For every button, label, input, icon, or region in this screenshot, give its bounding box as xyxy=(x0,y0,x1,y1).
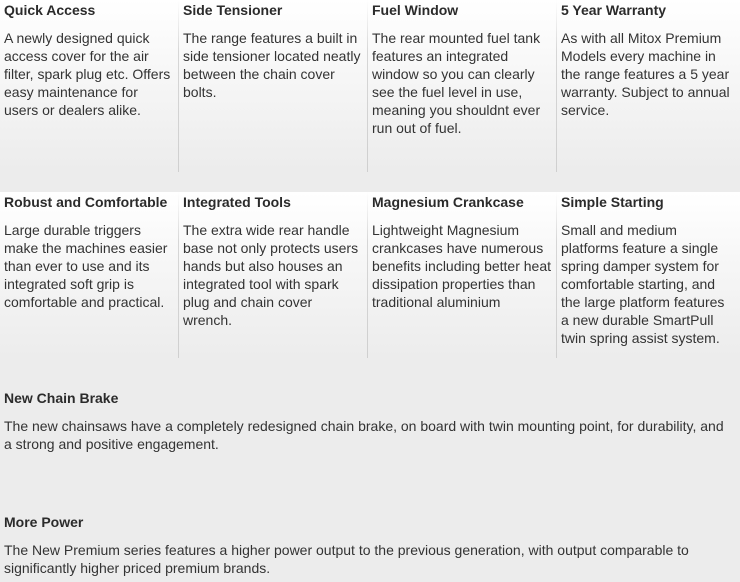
feature-simple-starting xyxy=(557,192,740,358)
section-description: The new chainsaws have a completely redesigned chain brake, on board with twin mounting point, for durability, and a strong and positive engagement. xyxy=(4,418,724,452)
feature-description: The rear mounted fuel tank features an integrated window so you can clearly see the fuel level in use, meaning you shouldnt ever run out of fuel. xyxy=(372,30,541,136)
feature-description: A newly designed quick access cover for the air filter, spark plug etc. Offers easy maintenance for users or dealers alike. xyxy=(4,30,171,118)
feature-description: As with all Mitox Premium Models every machine in the range features a 5 year warranty. Subject to annual service. xyxy=(561,30,730,118)
feature-5-year-warranty xyxy=(557,0,740,172)
feature-row-2 xyxy=(0,192,740,358)
feature-title: Magnesium Crankcase xyxy=(372,194,524,210)
feature-description: Small and medium platforms feature a single spring damper system for comfortable starting, and the large platform features a new durable SmartPull twin spring assist system. xyxy=(561,222,725,346)
feature-description: The range features a built in side tensioner located neatly between the chain cover bolts. xyxy=(183,30,361,100)
feature-description: The extra wide rear handle base not only protects users hands but also houses an integrated tool with spark plug and chain cover wrench. xyxy=(183,222,359,328)
feature-title: Simple Starting xyxy=(561,194,664,210)
feature-title: Integrated Tools xyxy=(183,194,291,210)
feature-magnesium-crankcase xyxy=(368,192,557,358)
feature-side-tensioner xyxy=(179,0,368,172)
section-new-chain-brake xyxy=(4,389,734,453)
feature-description: Large durable triggers make the machines easier than ever to use and its integrated soft grip is comfortable and practical. xyxy=(4,222,168,310)
feature-title: 5 Year Warranty xyxy=(561,2,667,18)
section-title: New Chain Brake xyxy=(4,390,119,406)
feature-integrated-tools xyxy=(179,192,368,358)
section-more-power xyxy=(4,513,734,577)
feature-robust-and-comfortable xyxy=(0,192,179,358)
feature-description: Lightweight Magnesium crankcases have numerous benefits including better heat dissipation properties than traditional aluminium xyxy=(372,222,552,310)
feature-row-1 xyxy=(0,0,740,172)
feature-fuel-window xyxy=(368,0,557,172)
feature-title: Side Tensioner xyxy=(183,2,283,18)
feature-title: Quick Access xyxy=(4,2,96,18)
feature-title: Robust and Comfortable xyxy=(4,194,168,210)
feature-quick-access xyxy=(0,0,179,172)
section-description: The New Premium series features a higher power output to the previous generation, with output comparable to significantly higher priced premium brands. xyxy=(4,542,689,576)
section-title: More Power xyxy=(4,514,84,530)
feature-title: Fuel Window xyxy=(372,2,459,18)
